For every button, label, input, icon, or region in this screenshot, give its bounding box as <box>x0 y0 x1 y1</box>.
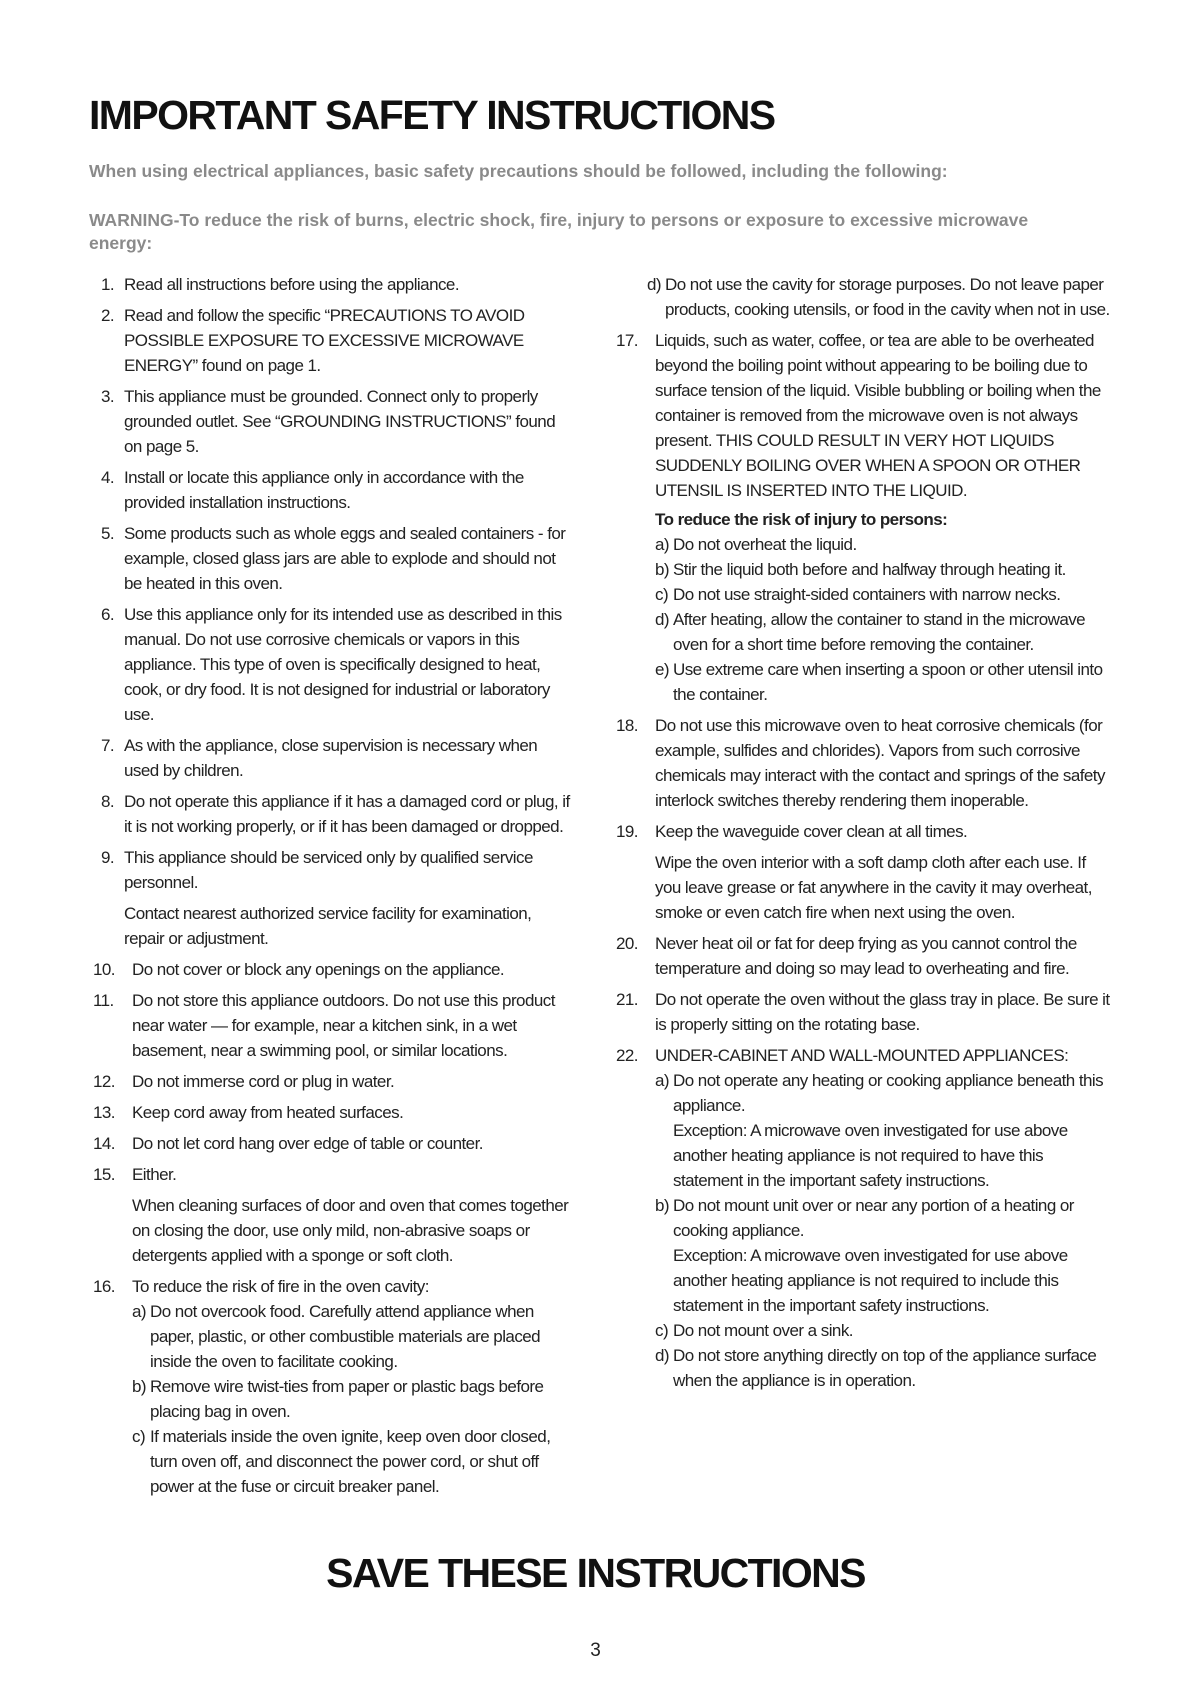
instruction-text: Some products such as whole eggs and sealed containers - for example, closed glass jars are able to explode and should not be heated in this oven. <box>124 524 566 593</box>
instruction-number: 15. <box>93 1165 115 1184</box>
instruction-text: Do not use this microwave oven to heat corrosive chemicals (for example, sulfides and chlorides). Vapors from such corrosive chemicals may interact with the contact and springs of the safety interlock switches thereby rendering them inoperable. <box>655 716 1105 810</box>
sub-item-text: After heating, allow the container to stand in the microwave oven for a short time before removing the container. <box>673 610 1086 654</box>
instruction-item <box>93 1162 571 1268</box>
instruction-text: Do not store this appliance outdoors. Do not use this product near water — for example, near a kitchen sink, in a wet basement, near a swimming pool, or similar locations. <box>132 991 555 1060</box>
sub-item-letter: b) <box>132 1377 147 1396</box>
instruction-text: Keep the waveguide cover clean at all times. <box>655 822 968 841</box>
instruction-item <box>616 987 1114 1037</box>
sub-item <box>655 607 1114 657</box>
sub-item-letter: d) <box>647 275 662 294</box>
sub-item-letter: a) <box>655 535 670 554</box>
instruction-item <box>616 1043 1114 1393</box>
left-column <box>93 272 571 1505</box>
instruction-number: 13. <box>93 1103 115 1122</box>
save-instructions-title: SAVE THESE INSTRUCTIONS <box>326 1550 865 1596</box>
intro-precautions: When using electrical appliances, basic safety precautions should be followed, including the following: <box>89 161 948 181</box>
sub-item-text: Use extreme care when inserting a spoon or other utensil into the container. <box>673 660 1103 704</box>
instruction-item <box>101 789 571 839</box>
sub-item-letter: e) <box>655 660 670 679</box>
instruction-text: Either. <box>132 1165 177 1184</box>
sub-item-text: Do not mount unit over or near any portion of a heating or cooking appliance. <box>673 1196 1074 1240</box>
sub-item <box>655 532 1114 557</box>
instruction-item <box>616 328 1114 707</box>
instruction-note: Contact nearest authorized service facility for examination, repair or adjustment. <box>124 904 532 948</box>
sub-item <box>655 557 1114 582</box>
sub-item-letter: a) <box>655 1071 670 1090</box>
instruction-number: 2. <box>101 306 115 325</box>
intro-warning: WARNING-To reduce the risk of burns, electric shock, fire, injury to persons or exposure to excessive microwave energy: <box>89 210 1029 253</box>
instruction-number: 11. <box>93 991 114 1010</box>
instruction-item <box>93 1131 571 1156</box>
instruction-number: 12. <box>93 1072 115 1091</box>
instruction-text: Read and follow the specific “PRECAUTIONS TO AVOID POSSIBLE EXPOSURE TO EXCESSIVE MICROWAVE ENERGY” found on page 1. <box>124 306 525 375</box>
instruction-number: 9. <box>101 848 115 867</box>
instruction-text: Install or locate this appliance only in accordance with the provided installation instructions. <box>124 468 524 512</box>
instruction-text: Do not cover or block any openings on the appliance. <box>132 960 505 979</box>
sub-item-text: Do not operate any heating or cooking appliance beneath this appliance. <box>673 1071 1104 1115</box>
sub-item <box>132 1374 571 1424</box>
sub-item <box>647 272 1114 322</box>
instruction-text: Liquids, such as water, coffee, or tea are able to be overheated beyond the boiling point without appearing to be boiling due to surface tension of the liquid. Visible bubbling or boiling when the container is removed from the microwave oven is not always present. THIS COULD RESULT IN VERY HOT LIQUIDS SUDDENLY BOILING OVER WHEN A SPOON OR OTHER UTENSIL IS INSERTED INTO THE LIQUID. <box>655 331 1101 500</box>
instruction-item <box>93 1274 571 1499</box>
instruction-item <box>616 931 1114 981</box>
instruction-item <box>101 465 571 515</box>
instruction-number: 14. <box>93 1134 115 1153</box>
sub-item-text: Do not mount over a sink. <box>673 1321 853 1340</box>
instruction-item <box>93 1069 571 1094</box>
instruction-item <box>93 957 571 982</box>
instruction-text: To reduce the risk of fire in the oven cavity: <box>132 1277 429 1296</box>
instruction-text: This appliance must be grounded. Connect only to properly grounded outlet. See “GROUNDING INSTRUCTIONS” found on page 5. <box>124 387 556 456</box>
instruction-number: 20. <box>616 934 638 953</box>
instruction-number: 5. <box>101 524 115 543</box>
sub-item-note: Exception: A microwave oven investigated for use above another heating appliance is not required to include this statement in the important safety instructions. <box>673 1246 1068 1315</box>
instruction-number: 7. <box>101 736 115 755</box>
instruction-item <box>101 602 571 727</box>
instruction-number: 17. <box>616 331 638 350</box>
instruction-item <box>93 988 571 1063</box>
instruction-text: Never heat oil or fat for deep frying as you cannot control the temperature and doing so may lead to overheating and fire. <box>655 934 1077 978</box>
sub-item-text: Do not use straight-sided containers with narrow necks. <box>673 585 1061 604</box>
instruction-text: Do not immerse cord or plug in water. <box>132 1072 395 1091</box>
sub-item-text: Do not use the cavity for storage purposes. Do not leave paper products, cooking utensils, or food in the cavity when not in use. <box>665 275 1110 319</box>
sub-item-letter: c) <box>132 1427 146 1446</box>
instruction-text: UNDER-CABINET AND WALL-MOUNTED APPLIANCES: <box>655 1046 1069 1065</box>
sub-item <box>655 657 1114 707</box>
page-title: IMPORTANT SAFETY INSTRUCTIONS <box>89 92 775 138</box>
instruction-item <box>101 733 571 783</box>
instruction-number: 19. <box>616 822 638 841</box>
instruction-text: Keep cord away from heated surfaces. <box>132 1103 404 1122</box>
sub-item <box>655 582 1114 607</box>
sub-item <box>132 1424 571 1499</box>
sub-item-letter: d) <box>655 610 670 629</box>
sub-item <box>655 1193 1114 1318</box>
sub-item-text: Stir the liquid both before and halfway through heating it. <box>673 560 1066 579</box>
instruction-number: 22. <box>616 1046 638 1065</box>
sub-item-letter: b) <box>655 1196 670 1215</box>
instruction-number: 10. <box>93 960 115 979</box>
sub-item-text: Remove wire twist-ties from paper or plastic bags before placing bag in oven. <box>150 1377 544 1421</box>
sub-item-note: Exception: A microwave oven investigated for use above another heating appliance is not required to have this statement in the important safety instructions. <box>673 1121 1068 1190</box>
sub-item-text: Do not overcook food. Carefully attend appliance when paper, plastic, or other combustible materials are placed inside the oven to facilitate cooking. <box>150 1302 541 1371</box>
instruction-number: 6. <box>101 605 115 624</box>
instruction-item <box>616 819 1114 925</box>
sub-item-letter: b) <box>655 560 670 579</box>
sub-item-letter: a) <box>132 1302 147 1321</box>
sub-item-letter: c) <box>655 585 669 604</box>
sub-item-text: Do not overheat the liquid. <box>673 535 857 554</box>
sub-item-letter: d) <box>655 1346 670 1365</box>
instruction-number: 1. <box>101 275 115 294</box>
instruction-item <box>101 521 571 596</box>
instruction-text: This appliance should be serviced only by qualified service personnel. <box>124 848 533 892</box>
instruction-text: Do not operate the oven without the glass tray in place. Be sure it is properly sitting on the rotating base. <box>655 990 1110 1034</box>
instruction-text: Read all instructions before using the appliance. <box>124 275 459 294</box>
sub-item <box>132 1299 571 1374</box>
instruction-text: Use this appliance only for its intended use as described in this manual. Do not use corrosive chemicals or vapors in this appliance. This type of oven is specifically designed to heat, cook, or dry food. It is not designed for industrial or laboratory use. <box>124 605 562 724</box>
instruction-item <box>101 272 571 297</box>
instruction-number: 8. <box>101 792 115 811</box>
instruction-note: Wipe the oven interior with a soft damp cloth after each use. If you leave grease or fat anywhere in the cavity it may overheat, smoke or even catch fire when next using the oven. <box>655 853 1092 922</box>
sub-item <box>655 1318 1114 1343</box>
instruction-item-continued <box>624 272 1114 322</box>
sub-item-text: Do not store anything directly on top of the appliance surface when the appliance is in operation. <box>673 1346 1097 1390</box>
sub-item-text: If materials inside the oven ignite, keep oven door closed, turn oven off, and disconnect the power cord, or shut off power at the fuse or circuit breaker panel. <box>150 1427 551 1496</box>
instruction-text: Do not let cord hang over edge of table or counter. <box>132 1134 483 1153</box>
instruction-number: 16. <box>93 1277 115 1296</box>
instruction-item <box>101 845 571 951</box>
sub-item-letter: c) <box>655 1321 669 1340</box>
sub-item <box>655 1343 1114 1393</box>
page-number: 3 <box>590 1640 601 1661</box>
instruction-item <box>101 384 571 459</box>
instruction-item <box>616 713 1114 813</box>
instruction-number: 18. <box>616 716 638 735</box>
instruction-item <box>93 1100 571 1125</box>
right-column <box>616 272 1114 1399</box>
instruction-number: 3. <box>101 387 115 406</box>
sub-item <box>655 1068 1114 1193</box>
instruction-subheading: To reduce the risk of injury to persons: <box>655 510 948 529</box>
instruction-note: When cleaning surfaces of door and oven that comes together on closing the door, use only mild, non-abrasive soaps or detergents applied with a sponge or soft cloth. <box>132 1196 569 1265</box>
instruction-text: Do not operate this appliance if it has a damaged cord or plug, if it is not working properly, or if it has been damaged or dropped. <box>124 792 570 836</box>
instruction-number: 4. <box>101 468 115 487</box>
instruction-number: 21. <box>616 990 638 1009</box>
instruction-text: As with the appliance, close supervision is necessary when used by children. <box>124 736 538 780</box>
instruction-item <box>101 303 571 378</box>
